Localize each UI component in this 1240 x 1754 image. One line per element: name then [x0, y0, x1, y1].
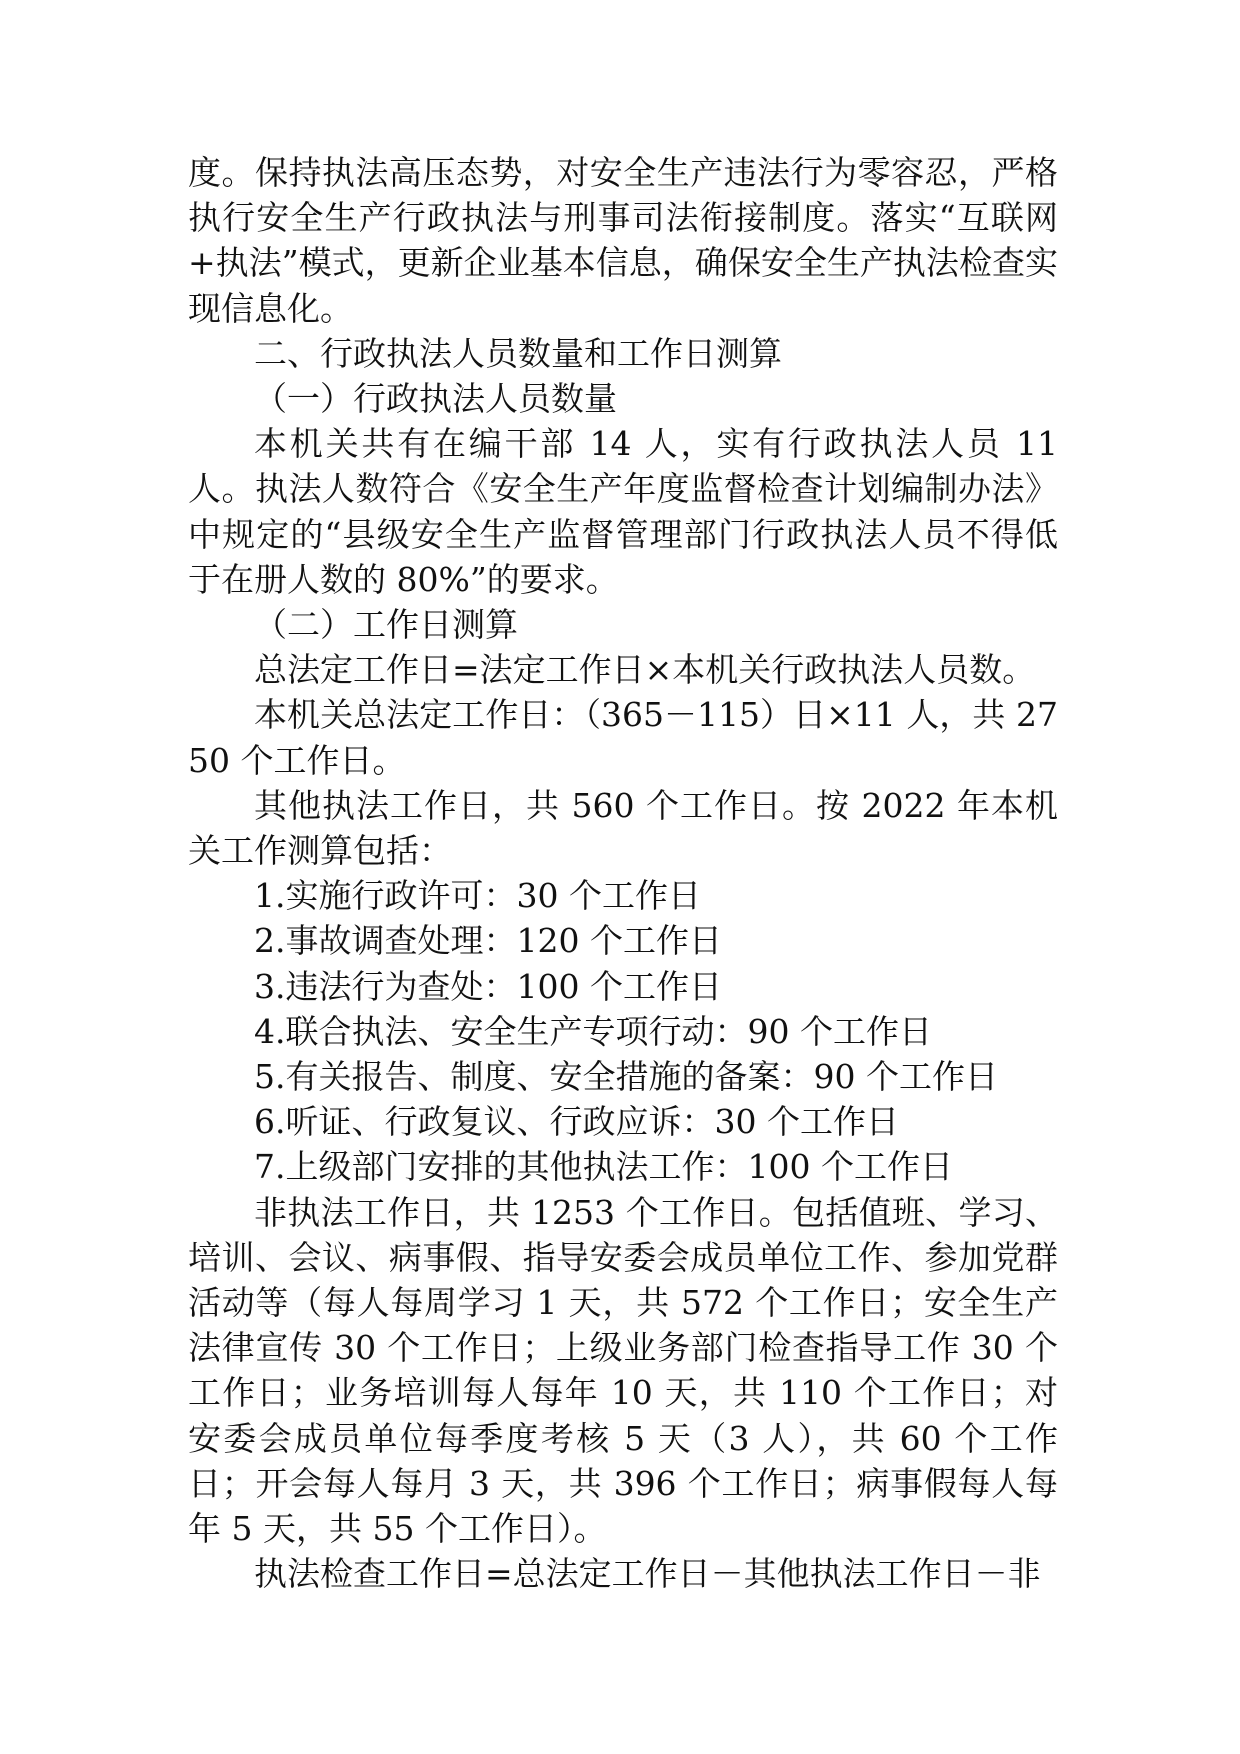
paragraph-formula-inspection: 执法检查工作日=总法定工作日－其他执法工作日－非 [254, 1554, 1041, 1594]
section-heading-2: 二、行政执法人员数量和工作日测算 [254, 333, 782, 373]
document-body [188, 150, 1058, 1597]
paragraph-continuation: 度。保持执法高压态势，对安全生产违法行为零容忍，严格执行安全生产行政执法与刑事司法衔接制度。落实“互联网+执法”模式，更新企业基本信息，确保安全生产执法检查实现信息化。 [188, 153, 1058, 328]
paragraph-formula-total: 总法定工作日=法定工作日×本机关行政执法人员数。 [254, 650, 1036, 690]
paragraph-total-workdays: 本机关总法定工作日：（365－115）日×11 人，共 2750 个工作日。 [188, 695, 1058, 780]
paragraph-staff-count: 本机关共有在编干部 14 人，实有行政执法人员 11 人。执法人数符合《安全生产年度监督检查计划编制办法》中规定的“县级安全生产监督管理部门行政执法人员不得低于在册人数的 80%”的要求。 [188, 424, 1058, 599]
list-item: 6.听证、行政复议、行政应诉：30 个工作日 [254, 1102, 899, 1142]
subsection-heading-1: （一）行政执法人员数量 [254, 379, 617, 419]
list-item: 5.有关报告、制度、安全措施的备案：90 个工作日 [254, 1057, 998, 1097]
paragraph-non-enforcement: 非执法工作日，共 1253 个工作日。包括值班、学习、培训、会议、病事假、指导安委会成员单位工作、参加党群活动等（每人每周学习 1 天，共 572 个工作日；安全生产法律宣传 30 个工作日；上级业务部门检查指导工作 30 个工作日；业务培训每人每年 10 天，共 110 个工作日；对安委会成员单位每季度考核 5 天（3 人），共 60 个工作日；开会每人每月 3 天，共 396 个工作日；病事假每人每年 5 天，共 55 个工作日）。 [188, 1192, 1058, 1549]
list-item: 7.上级部门安排的其他执法工作：100 个工作日 [254, 1147, 953, 1187]
subsection-heading-2: （二）工作日测算 [254, 605, 518, 645]
list-item: 3.违法行为查处：100 个工作日 [254, 966, 722, 1006]
list-item: 4.联合执法、安全生产专项行动：90 个工作日 [254, 1011, 932, 1051]
paragraph-other-enforcement: 其他执法工作日，共 560 个工作日。按 2022 年本机关工作测算包括： [188, 785, 1058, 871]
list-item: 2.事故调查处理：120 个工作日 [254, 921, 722, 961]
list-item: 1.实施行政许可：30 个工作日 [254, 876, 701, 916]
